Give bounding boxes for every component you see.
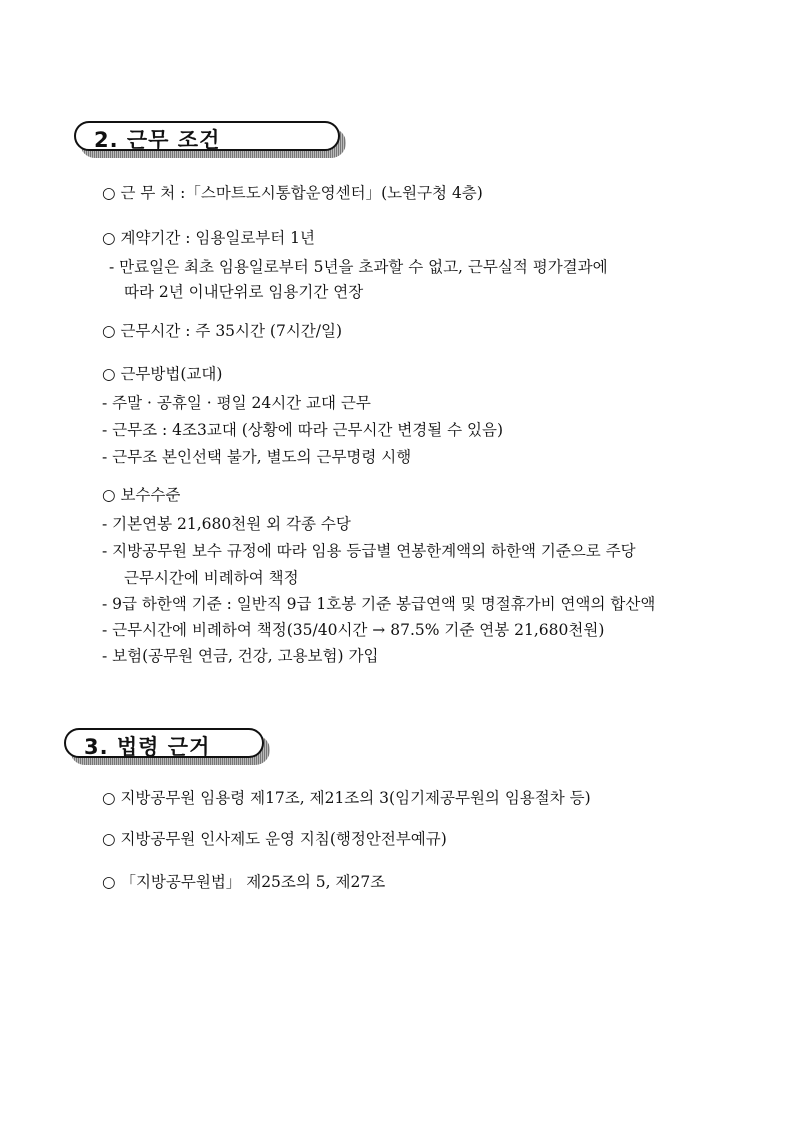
text-line: - 지방공무원 보수 규정에 따라 임용 등급별 연봉한계액의 하한액 기준으로 주당 (102, 542, 636, 560)
section-header (74, 121, 340, 151)
text-line: - 9급 하한액 기준 : 일반직 9급 1호봉 기준 봉급연액 및 명절휴가비 연액의 합산액 (102, 595, 656, 613)
section-title: 2. 근무 조건 (94, 128, 221, 152)
text-line: ○ 근 무 처 :「스마트도시통합운영센터」(노원구청 4층) (102, 184, 483, 202)
text-line: - 보험(공무원 연금, 건강, 고용보험) 가입 (102, 647, 379, 665)
text-line: - 근무조 본인선택 불가, 별도의 근무명령 시행 (102, 448, 412, 466)
text-line: - 근무시간에 비례하여 책정(35/40시간 → 87.5% 기준 연봉 21,680천원) (102, 621, 605, 639)
text-line: ○ 「지방공무원법」 제25조의 5, 제27조 (102, 873, 386, 891)
text-line: - 기본연봉 21,680천원 외 각종 수당 (102, 515, 351, 533)
text-line: - 주말 · 공휴일 · 평일 24시간 교대 근무 (102, 394, 371, 412)
text-line: - 만료일은 최초 임용일로부터 5년을 초과할 수 없고, 근무실적 평가결과에 (109, 258, 608, 276)
text-line: ○ 지방공무원 인사제도 운영 지침(행정안전부예규) (102, 830, 447, 848)
text-line: 근무시간에 비례하여 책정 (124, 569, 299, 587)
text-line: ○ 보수수준 (102, 486, 181, 504)
text-line: ○ 계약기간 : 임용일로부터 1년 (102, 229, 316, 247)
text-line: ○ 근무시간 : 주 35시간 (7시간/일) (102, 322, 343, 340)
section-header (64, 728, 264, 758)
text-line: ○ 지방공무원 임용령 제17조, 제21조의 3(임기제공무원의 임용절차 등) (102, 789, 591, 807)
text-line: 따라 2년 이내단위로 임용기간 연장 (124, 283, 364, 301)
section-title: 3. 법령 근거 (84, 735, 211, 759)
text-line: - 근무조 : 4조3교대 (상황에 따라 근무시간 변경될 수 있음) (102, 421, 504, 439)
text-line: ○ 근무방법(교대) (102, 365, 223, 383)
